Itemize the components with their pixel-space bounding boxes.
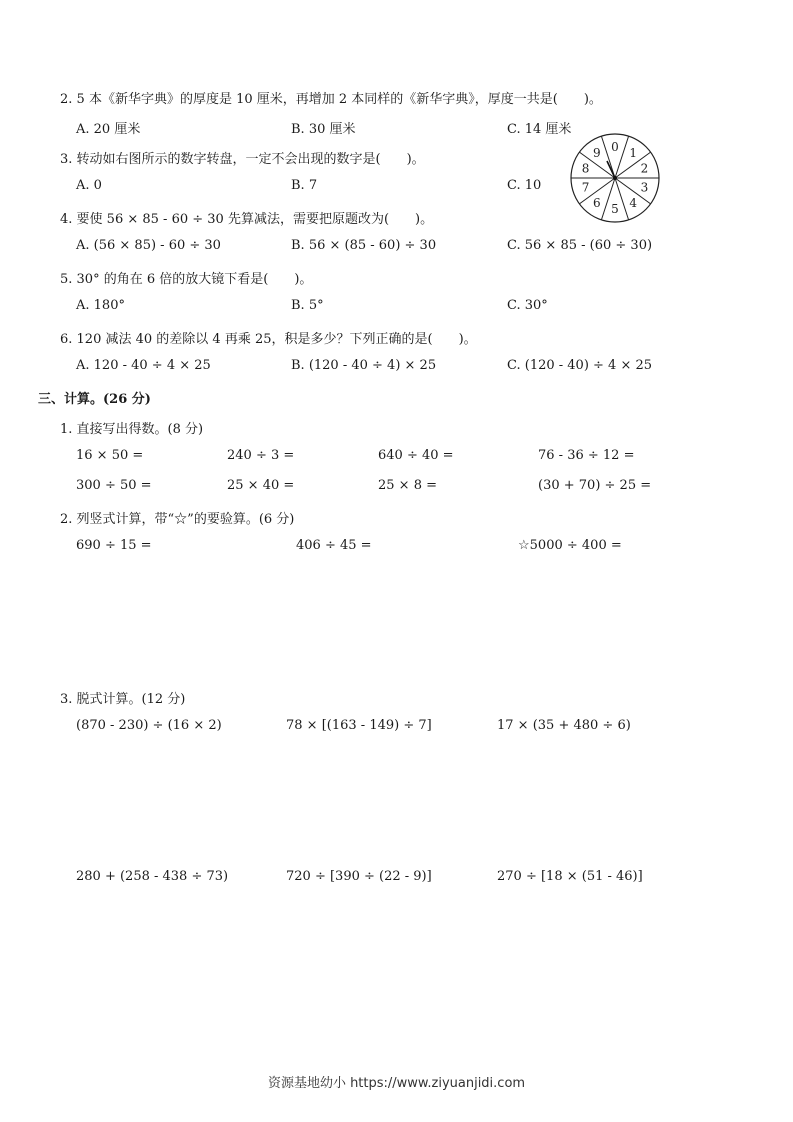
question-4-option-b: B. 56 × (85 - 60) ÷ 30 (291, 238, 437, 253)
question-3-stem: 3. 转动如右图所示的数字转盘，一定不会出现的数字是( )。 (60, 152, 425, 167)
stepwise-calc-item: 720 ÷ [390 ÷ (22 - 9)] (286, 869, 432, 884)
stepwise-calc-item: 78 × [(163 - 149) ÷ 7] (286, 718, 432, 733)
question-6-option-b: B. (120 - 40 ÷ 4) × 25 (291, 358, 437, 373)
vertical-calc-item: 690 ÷ 15 = (76, 538, 152, 553)
vertical-calc-item: 406 ÷ 45 = (296, 538, 372, 553)
spinner-number-label: 2 (640, 161, 649, 176)
stepwise-calc-item: 17 × (35 + 480 ÷ 6) (497, 718, 631, 733)
part-1-title: 1. 直接写出得数。(8 分) (60, 422, 204, 437)
spinner-number-label: 8 (581, 161, 590, 176)
spinner-number-label: 6 (592, 196, 601, 211)
oral-calc-item: 240 ÷ 3 = (227, 448, 295, 463)
stepwise-calc-item: 280 + (258 - 438 ÷ 73) (76, 869, 229, 884)
question-4-option-a: A. (56 × 85) - 60 ÷ 30 (76, 238, 221, 253)
oral-calc-item: (30 + 70) ÷ 25 = (538, 478, 652, 493)
oral-calc-item: 300 ÷ 50 = (76, 478, 152, 493)
spinner-number-label: 0 (611, 140, 619, 154)
question-4-option-c: C. 56 × 85 - (60 ÷ 30) (507, 238, 653, 253)
question-2-stem: 2. 5 本《新华字典》的厚度是 10 厘米，再增加 2 本同样的《新华字典》，厚度一共是( )。 (60, 92, 602, 107)
stepwise-calc-item: (870 - 230) ÷ (16 × 2) (76, 718, 222, 733)
question-2-option-c: C. 14 厘米 (507, 122, 572, 137)
spinner-number-label: 1 (629, 145, 638, 160)
stepwise-calc-item: 270 ÷ [18 × (51 - 46)] (497, 869, 643, 884)
question-6-option-a: A. 120 - 40 ÷ 4 × 25 (76, 358, 211, 373)
spinner-number-label: 9 (592, 145, 601, 160)
spinner-number-label: 4 (629, 196, 638, 211)
question-5-stem: 5. 30° 的角在 6 倍的放大镜下看是( )。 (60, 272, 313, 287)
oral-calc-item: 16 × 50 = (76, 448, 144, 463)
footer-source: 资源基地幼小 https://www.ziyuanjidi.com (267, 1076, 526, 1091)
question-3-option-b: B. 7 (291, 178, 318, 193)
oral-calc-item: 25 × 8 = (378, 478, 437, 493)
question-4-stem: 4. 要使 56 × 85 - 60 ÷ 30 先算减法，需要把原题改为( )。 (60, 212, 434, 227)
number-spinner-figure (569, 132, 661, 224)
spinner-number-label: 3 (640, 180, 649, 195)
question-2-option-a: A. 20 厘米 (76, 122, 141, 137)
question-3-option-c: C. 10 (507, 178, 542, 193)
section-3-title: 三、计算。(26 分) (38, 392, 151, 407)
oral-calc-item: 76 - 36 ÷ 12 = (538, 448, 635, 463)
spinner-number-label: 5 (611, 202, 619, 216)
part-2-title: 2. 列竖式计算，带“☆”的要验算。(6 分) (60, 512, 295, 527)
question-6-stem: 6. 120 减法 40 的差除以 4 再乘 25，积是多少？下列正确的是( )。 (60, 332, 477, 347)
question-5-option-c: C. 30° (507, 298, 548, 313)
question-3-option-a: A. 0 (76, 178, 102, 193)
question-6-option-c: C. (120 - 40) ÷ 4 × 25 (507, 358, 653, 373)
oral-calc-item: 640 ÷ 40 = (378, 448, 454, 463)
question-5-option-a: A. 180° (76, 298, 125, 313)
part-3-title: 3. 脱式计算。(12 分) (60, 692, 186, 707)
question-5-option-b: B. 5° (291, 298, 324, 313)
spinner-center (613, 176, 617, 180)
spinner-number-label: 7 (581, 180, 590, 195)
vertical-calc-item: ☆5000 ÷ 400 = (518, 538, 622, 553)
question-2-option-b: B. 30 厘米 (291, 122, 356, 137)
oral-calc-item: 25 × 40 = (227, 478, 295, 493)
